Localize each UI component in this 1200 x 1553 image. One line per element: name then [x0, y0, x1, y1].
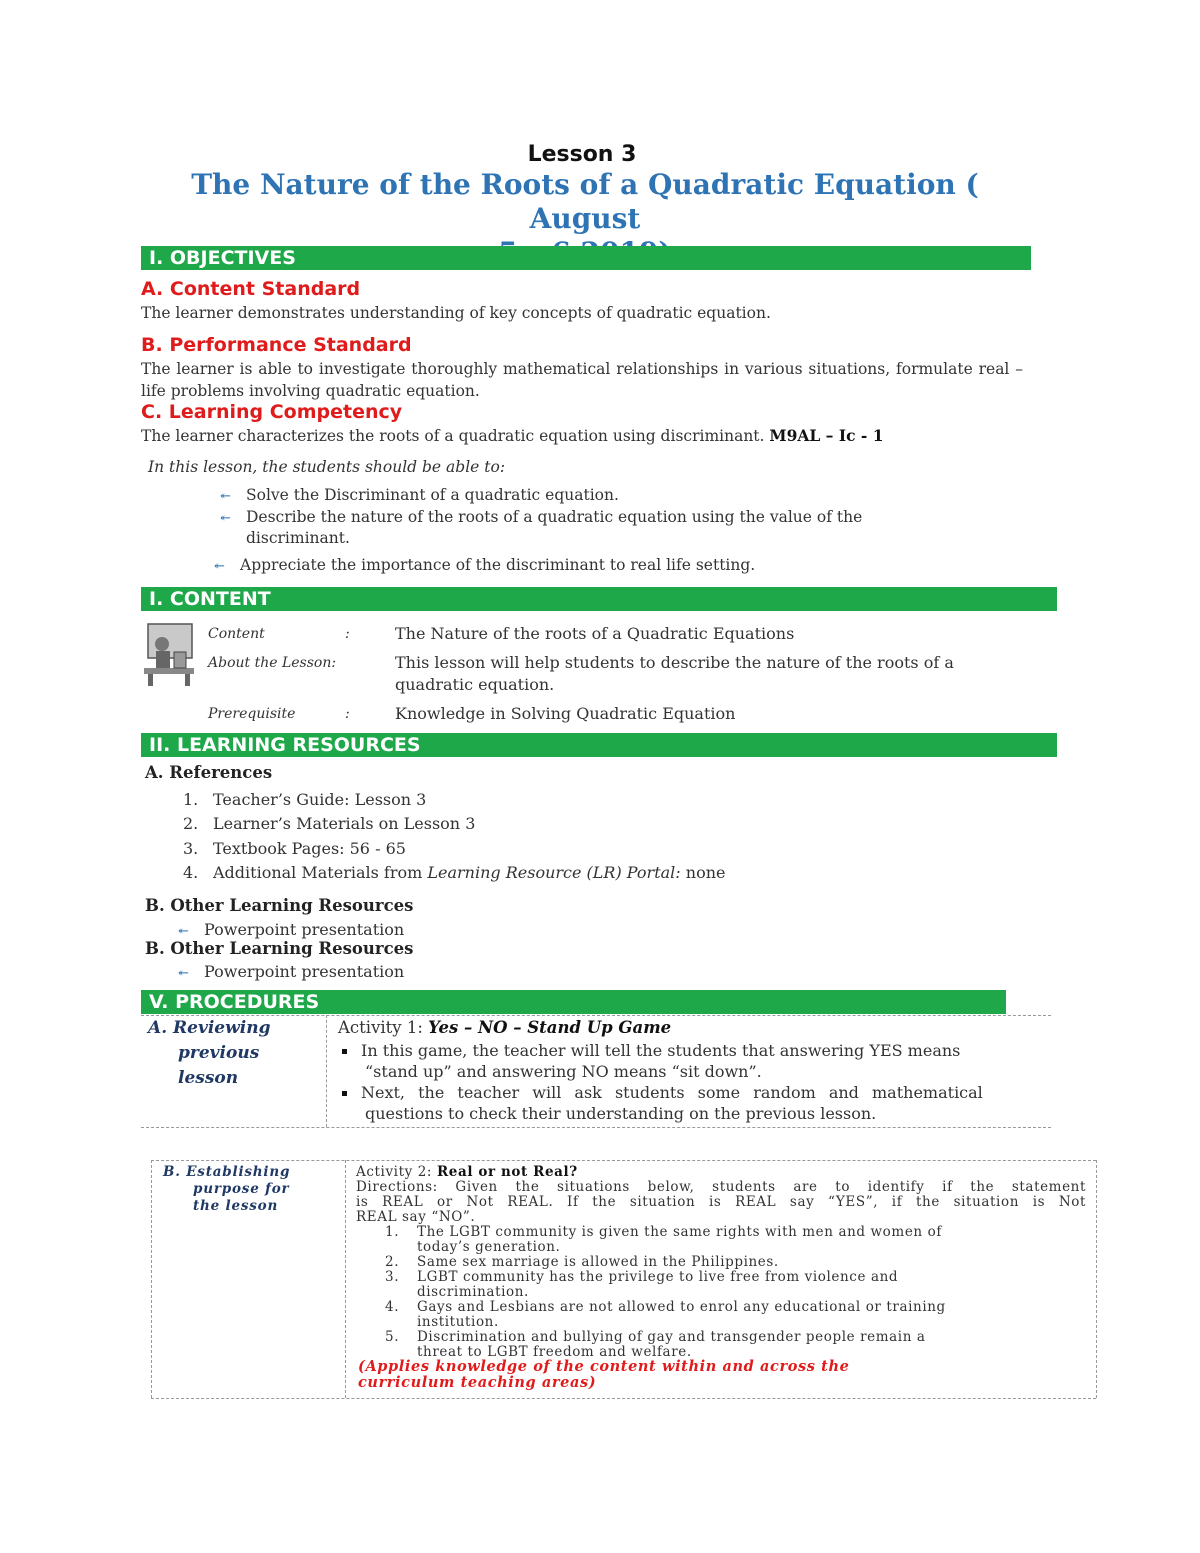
objective-item: ↞ Describe the nature of the roots of a quadratic equation using the value of the: [220, 506, 862, 530]
objectives-intro: In this lesson, the students should be able to:: [148, 458, 506, 476]
table2-border-right: [1096, 1160, 1097, 1398]
curriculum-note: (Applies knowledge of the content within and across the curriculum teaching areas): [358, 1358, 850, 1391]
statement-item: 5. Discrimination and bullying of gay and transgender people remain a threat to LGBT freedom and welfare.: [385, 1329, 926, 1360]
content-standard-heading: A. Content Standard: [141, 278, 361, 300]
table2-border-top: [151, 1160, 1096, 1161]
activity1-bullet: In this game, the teacher will tell the students that answering YES means: [342, 1040, 1052, 1062]
reviewing-label: A. Reviewing previous lesson: [148, 1018, 271, 1088]
other-resources-heading-duplicate: B. Other Learning Resources: [145, 939, 414, 958]
reference-item: 3. Textbook Pages: 56 - 65: [183, 839, 406, 858]
performance-standard-heading: B. Performance Standard: [141, 334, 412, 356]
prerequisite-separator: :: [345, 706, 350, 722]
statement-item: 4. Gays and Lesbians are not allowed to enrol any educational or training institution.: [385, 1299, 946, 1330]
bullet-arrow-icon: ↞: [220, 511, 231, 526]
table2-column-divider: [345, 1160, 346, 1398]
performance-standard-text: The learner is able to investigate thoroughly mathematical relationships in various situations, formulate real – life problems involving quadratic equation.: [141, 360, 1023, 400]
other-resource-item-duplicate: ↞ Powerpoint presentation: [178, 962, 405, 981]
learning-competency-text: [141, 425, 1031, 447]
directions-line: REAL say “NO”.: [356, 1209, 476, 1225]
other-resource-item: ↞ Powerpoint presentation: [178, 920, 405, 939]
directions-line: is REAL or Not REAL. If the situation is REAL say “YES”, if the situation is Not: [356, 1194, 1086, 1210]
about-lesson-value: This lesson will help students to describe the nature of the roots of a: [395, 653, 954, 672]
activity1-bullet-continued: questions to check their understanding on the previous lesson.: [365, 1104, 877, 1123]
activity1-bullet: Next, the teacher will ask students some random and mathematical: [342, 1082, 1052, 1104]
table2-border-bottom: [151, 1398, 1096, 1399]
content-value: The Nature of the roots of a Quadratic Equations: [395, 624, 795, 643]
about-lesson-value-2: quadratic equation.: [395, 675, 555, 694]
bullet-arrow-icon: ↞: [178, 966, 189, 981]
learning-resources-bar: II. LEARNING RESOURCES: [141, 733, 1057, 757]
procedures-bar: V. PROCEDURES: [141, 990, 1006, 1014]
bullet-arrow-icon: ↞: [220, 489, 231, 504]
statement-item: 3. LGBT community has the privilege to live free from violence and discrimination.: [385, 1269, 899, 1300]
competency-code: M9AL – Ic - 1: [769, 426, 884, 445]
objective-item-continued: discriminant.: [246, 529, 350, 547]
activity1-heading: Activity 1: Yes – NO – Stand Up Game: [338, 1018, 672, 1037]
lesson-number: Lesson 3: [527, 142, 637, 167]
statement-item: 1. The LGBT community is given the same rights with men and women of today’s generation.: [385, 1224, 942, 1255]
content-separator: :: [345, 626, 350, 642]
teacher-desk-icon: [142, 622, 196, 688]
reference-item: 1. Teacher’s Guide: Lesson 3: [183, 790, 427, 809]
prerequisite-value: Knowledge in Solving Quadratic Equation: [395, 704, 736, 723]
bullet-square-icon: [342, 1091, 347, 1096]
reference-item: 4. Additional Materials from Learning Resource (LR) Portal: none: [183, 863, 726, 882]
bullet-arrow-icon: ↞: [214, 559, 225, 574]
activity2-heading: Activity 2: Real or not Real?: [356, 1164, 578, 1180]
competency-text: The learner characterizes the roots of a quadratic equation using discriminant.: [141, 427, 765, 445]
table-border-top: [141, 1015, 1051, 1016]
directions-line: Directions: Given the situations below, students are to identify if the statement: [356, 1179, 1086, 1195]
prerequisite-label: Prerequisite: [208, 706, 296, 722]
activity1-bullet-continued: “stand up” and answering NO means “sit down”.: [365, 1062, 762, 1081]
other-resources-heading: B. Other Learning Resources: [145, 896, 414, 915]
content-bar: I. CONTENT: [141, 587, 1057, 611]
bullet-square-icon: [342, 1049, 347, 1054]
references-heading: A. References: [145, 763, 273, 782]
establishing-purpose-label: B. Establishing purpose for the lesson: [163, 1164, 291, 1214]
content-standard-text: The learner demonstrates understanding of key concepts of quadratic equation.: [141, 304, 771, 322]
objective-item: ↞ Appreciate the importance of the discriminant to real life setting.: [214, 554, 755, 578]
about-lesson-label: About the Lesson:: [208, 655, 337, 671]
learning-competency-heading: C. Learning Competency: [141, 401, 403, 423]
table-border-bottom: [141, 1127, 1051, 1128]
objective-item: ↞ Solve the Discriminant of a quadratic equation.: [220, 484, 619, 508]
bullet-arrow-icon: ↞: [178, 924, 189, 939]
table2-border-left: [151, 1160, 152, 1398]
title-line-1: The Nature of the Roots of a Quadratic Equation ( August: [191, 168, 979, 235]
reference-item: 2. Learner’s Materials on Lesson 3: [183, 814, 476, 833]
statement-item: 2. Same sex marriage is allowed in the Philippines.: [385, 1254, 779, 1270]
objectives-bar: I. OBJECTIVES: [141, 246, 1031, 270]
table-column-divider: [326, 1015, 327, 1127]
content-label: Content: [208, 626, 265, 642]
